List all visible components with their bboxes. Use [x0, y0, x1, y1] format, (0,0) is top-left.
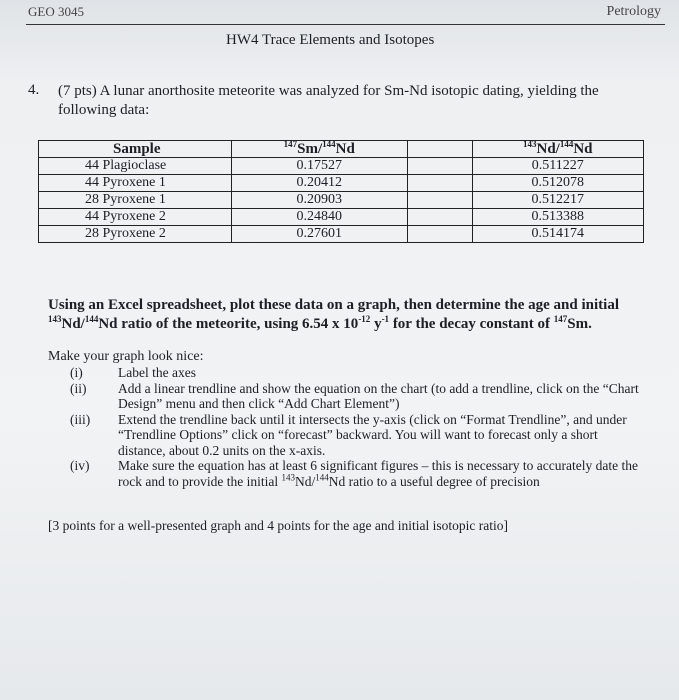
graph-tips-list	[70, 365, 640, 489]
cell-sm: 0.24840	[232, 209, 408, 226]
question-number: 4.	[28, 82, 40, 98]
header-sample: Sample	[39, 141, 232, 158]
cell-nd: 0.511227	[472, 158, 643, 175]
cell-nd: 0.514174	[472, 226, 643, 243]
cell-sm: 0.17527	[232, 158, 408, 175]
homework-title: HW4 Trace Elements and Isotopes	[226, 32, 435, 48]
cell-sample: 28 Pyroxene 1	[39, 192, 232, 209]
points-footnote: [3 points for a well-presented graph and 4 points for the age and initial isotopic ratio]	[48, 518, 508, 533]
cell-nd: 0.512078	[472, 175, 643, 192]
table-header-row	[39, 141, 644, 158]
table-row	[39, 226, 644, 243]
cell-sample: 28 Pyroxene 2	[39, 226, 232, 243]
header-spacer	[407, 141, 472, 158]
cell-sm: 0.20903	[232, 192, 408, 209]
header-nd-nd: $^{143}$Nd/$^{144}$Nd	[472, 141, 643, 158]
cell-sample: 44 Plagioclase	[39, 158, 232, 175]
cell-sample: 44 Pyroxene 1	[39, 175, 232, 192]
list-marker: (ii)	[70, 380, 87, 396]
list-item-text: Make sure the equation has at least 6 significant figures – this is necessary to accurately date the rock and to provide the initial $^{143}$Nd/$^{144}$Nd ratio to a useful degree of precision	[118, 458, 638, 489]
header-sm-nd: $^{147}$Sm/$^{144}$Nd	[232, 141, 408, 158]
isotope-data-table	[38, 140, 644, 243]
list-marker: (iii)	[70, 411, 91, 427]
table-row	[39, 192, 644, 209]
cell-sm: 0.27601	[232, 226, 408, 243]
cell-nd: 0.512217	[472, 192, 643, 209]
excel-instructions: Using an Excel spreadsheet, plot these data on a graph, then determine the age and initial $^{143}$Nd/$^{144}$Nd ratio of the meteorite, using 6.54 x $10^{-12}$ $y^{-1}$ for the decay constant of $^{147}$Sm.	[48, 297, 619, 332]
question-text: (7 pts) A lunar anorthosite meteorite was analyzed for Sm-Nd isotopic dating, yielding the following data:	[58, 83, 599, 118]
list-item-text: Add a linear trendline and show the equation on the chart (to add a trendline, click on the “Chart Design” menu and then click “Add Chart Element”)	[118, 380, 639, 411]
table-row	[39, 209, 644, 226]
cell-sample: 44 Pyroxene 2	[39, 209, 232, 226]
list-item	[70, 412, 640, 459]
list-item	[70, 458, 640, 489]
cell-nd: 0.513388	[472, 209, 643, 226]
graph-tips-title: Make your graph look nice:	[48, 349, 204, 364]
list-item-text: Extend the trendline back until it intersects the y-axis (click on “Format Trendline”, and under “Trendline Options” click on “forecast” backward. You will want to forecast only a short distance, about 0.2 units on the x-axis.	[118, 411, 627, 458]
table-row	[39, 175, 644, 192]
list-marker: (i)	[70, 365, 83, 380]
header-divider	[26, 24, 665, 25]
list-marker: (iv)	[70, 458, 90, 473]
cell-sm: 0.20412	[232, 175, 408, 192]
list-item-text: Label the axes	[118, 365, 196, 380]
list-item	[70, 365, 640, 381]
course-code: GEO 3045	[28, 4, 84, 19]
course-subject: Petrology	[606, 4, 661, 19]
table-row	[39, 158, 644, 175]
list-item	[70, 381, 640, 412]
